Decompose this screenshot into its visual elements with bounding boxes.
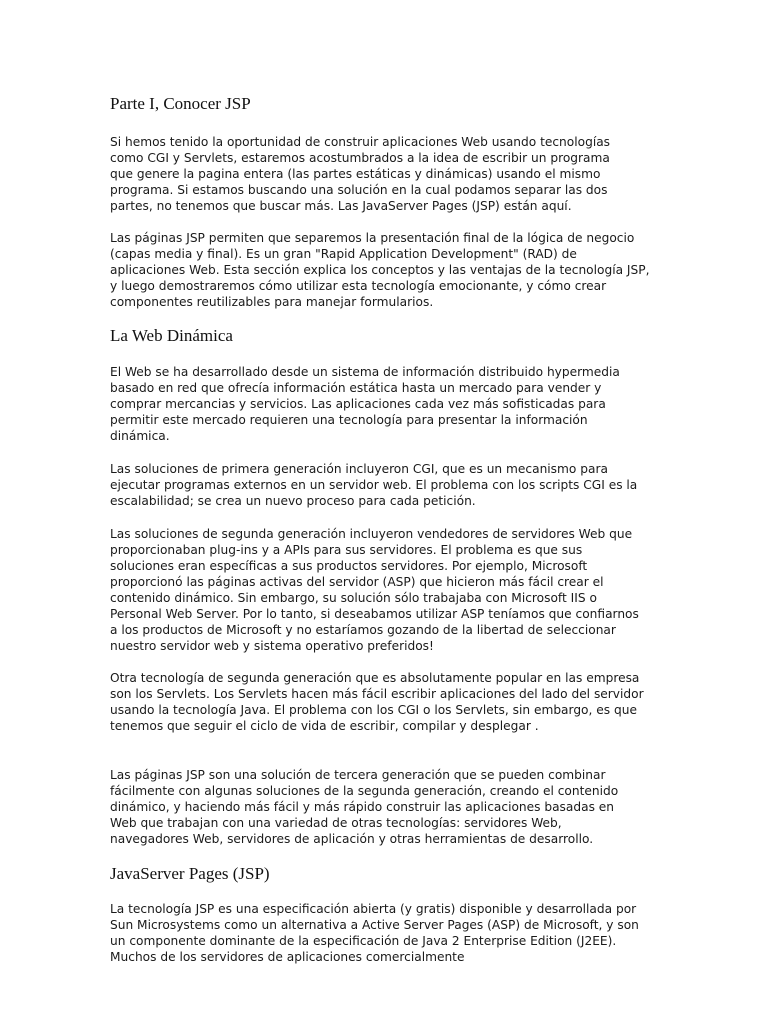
section-heading-web-dinamica: La Web Dinámica [110,326,233,345]
section-heading-conocer-jsp: Parte I, Conocer JSP [110,94,251,113]
paragraph: Las soluciones de primera generación incluyeron CGI, que es un mecanismo para ejecutar programas externos en un servidor web. El problema con los scripts CGI es la escalabilidad; se crea un nuevo proceso para cada petición. [110,462,638,508]
paragraph: Las páginas JSP son una solución de tercera generación que se pueden combinar fácilmente con algunas soluciones de la segunda generación, creando el contenido dinámico, y haciendo más fácil y más rápido construir las aplicaciones basadas en Web que trabajan con una variedad de otras tecnologías: servidores Web, navegadores Web, servidores de aplicación y otras herramientas de desarrollo. [110,768,619,846]
section-heading-javaserver-pages: JavaServer Pages (JSP) [110,864,270,883]
paragraph: Otra tecnología de segunda generación que es absolutamente popular en las empresa son los Servlets. Los Servlets hacen más fácil escribir aplicaciones del lado del servidor usando la tecnología Java. El problema con los CGI o los Servlets, sin embargo, es que tenemos que seguir el ciclo de vida de escribir, compilar y desplegar . [110,671,644,733]
paragraph: Las soluciones de segunda generación incluyeron vendedores de servidores Web que proporcionaban plug-ins y a APIs para sus servidores. El problema es que sus soluciones eran específicas a sus productos servidores. Por ejemplo, Microsoft proporcionó las páginas activas del servidor (ASP) que hicieron más fácil crear el contenido dinámico. Sin embargo, su solución sólo trabajaba con Microsoft IIS o Personal Web Server. Por lo tanto, si deseabamos utilizar ASP teníamos que confiarnos a los productos de Microsoft y no estaríamos gozando de la libertad de seleccionar nuestro servidor web y sistema operativo preferidos! [110,527,639,653]
paragraph: La tecnología JSP es una especificación abierta (y gratis) disponible y desarrollada por Sun Microsystems como un alternativa a Active Server Pages (ASP) de Microsoft, y son un componente dominante de la especificación de Java 2 Enterprise Edition (J2EE). Muchos de los servidores de aplicaciones comercialmente [110,902,639,964]
paragraph: Las páginas JSP permiten que separemos la presentación final de la lógica de negocio (capas media y final). Es un gran "Rapid Application Development" (RAD) de aplicaciones Web. Esta sección explica los conceptos y las ventajas de la tecnología JSP, y luego demostraremos cómo utilizar esta tecnología emocionante, y cómo crear componentes reutilizables para manejar formularios. [110,231,650,309]
paragraph: Si hemos tenido la oportunidad de construir aplicaciones Web usando tecnologías como CGI y Servlets, estaremos acostumbrados a la idea de escribir un programa que genere la pagina entera (las partes estáticas y dinámicas) usando el mismo programa. Si estamos buscando una solución en la cual podamos separar las dos partes, no tenemos que buscar más. Las JavaServer Pages (JSP) están aquí. [110,135,611,213]
paragraph: El Web se ha desarrollado desde un sistema de información distribuido hypermedia basado en red que ofrecía información estática hasta un mercado para vender y comprar mercancias y servicios. Las aplicaciones cada vez más sofisticadas para permitir este mercado requieren una tecnología para presentar la información dinámica. [110,365,620,443]
